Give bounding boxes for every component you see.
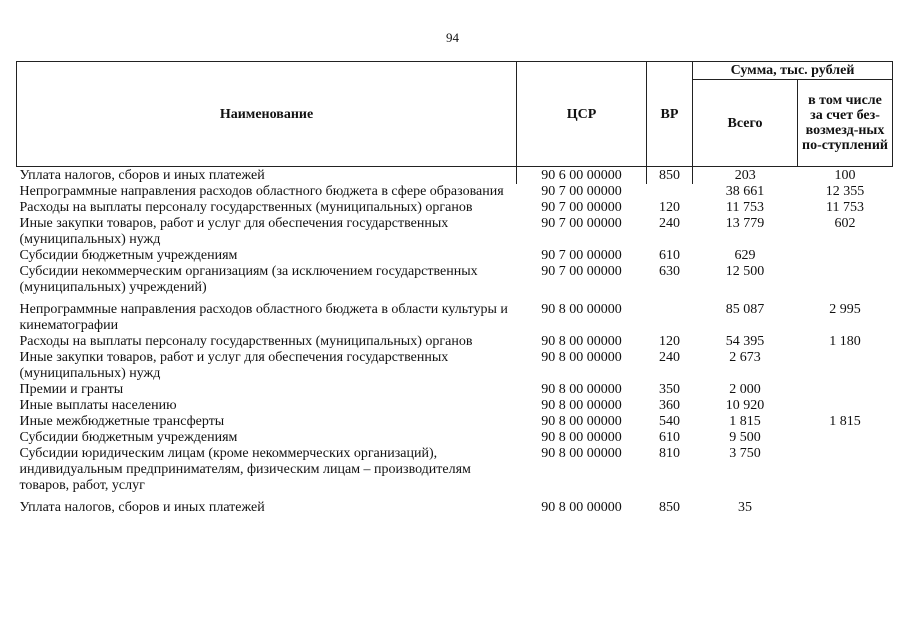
row-free: [798, 398, 893, 414]
row-free: 100: [834, 168, 856, 183]
row-csr: 90 7 00 00000: [541, 216, 622, 231]
row-name: Субсидии юридическим лицам (кроме некоммерческих организаций), индивидуальным предпринимателям, физическим лицам – производителям товаров, работ, услуг: [19, 446, 471, 493]
table-row: [17, 216, 893, 248]
row-total: 54 395: [725, 334, 765, 349]
row-free: [798, 350, 893, 382]
row-free: [798, 248, 893, 264]
header-total: Всего: [693, 80, 798, 167]
header-csr: ЦСР: [517, 62, 647, 167]
row-vr: 610: [659, 248, 680, 263]
row-name: Уплата налогов, сборов и иных платежей: [19, 168, 265, 183]
table-row: [17, 446, 893, 494]
row-csr: 90 8 00 00000: [541, 382, 622, 397]
row-total: 35: [738, 500, 752, 515]
budget-table: [16, 61, 893, 516]
row-name: Непрограммные направления расходов областного бюджета в сфере образования: [19, 184, 504, 199]
header-sum-group: Сумма, тыс. рублей: [693, 62, 893, 80]
table-row: [17, 414, 893, 430]
row-csr: 90 8 00 00000: [541, 350, 622, 365]
row-csr: 90 7 00 00000: [541, 248, 622, 263]
row-total: 13 779: [725, 216, 765, 231]
row-name: Премии и гранты: [19, 382, 124, 397]
row-free: [798, 430, 893, 446]
row-free: 2 995: [829, 302, 861, 317]
row-name: Субсидии бюджетным учреждениям: [19, 248, 238, 263]
header-including-free: в том числе за счет без-возмезд-ных по-ступлений: [798, 80, 893, 167]
table-row: [17, 200, 893, 216]
row-csr: 90 6 00 00000: [517, 167, 647, 185]
header-name: Наименование: [17, 62, 517, 167]
row-name: Субсидии бюджетным учреждениям: [19, 430, 238, 445]
row-vr: 120: [659, 334, 680, 349]
row-name: Иные закупки товаров, работ и услуг для обеспечения государственных (муниципальных) нужд: [19, 350, 449, 381]
row-free: [798, 446, 893, 494]
row-vr: 240: [659, 350, 680, 365]
row-free: [798, 264, 893, 296]
page-number: 94: [446, 30, 459, 45]
row-csr: 90 7 00 00000: [541, 264, 622, 279]
row-vr: 540: [659, 414, 680, 429]
row-total: 38 661: [725, 184, 765, 199]
header-vr: ВР: [647, 62, 693, 167]
row-total: 10 920: [725, 398, 765, 413]
row-total: 2 000: [729, 382, 761, 397]
table-row: [17, 350, 893, 382]
table-row: [17, 334, 893, 350]
row-csr: 90 8 00 00000: [541, 446, 622, 461]
row-name: Уплата налогов, сборов и иных платежей: [19, 500, 265, 515]
table-row: [17, 184, 893, 200]
row-vr: 360: [659, 398, 680, 413]
row-name: Субсидии некоммерческим организациям (за исключением государственных (муниципальных) учреждений): [19, 264, 478, 295]
row-name: Иные закупки товаров, работ и услуг для обеспечения государственных (муниципальных) нужд: [19, 216, 449, 247]
row-csr: 90 7 00 00000: [541, 184, 622, 199]
row-free: 1 180: [829, 334, 861, 349]
row-free: 1 815: [829, 414, 861, 429]
row-vr: 630: [659, 264, 680, 279]
table-row: [17, 382, 893, 398]
row-total: 1 815: [729, 414, 761, 429]
row-total: 11 753: [726, 200, 764, 215]
row-vr: 240: [659, 216, 680, 231]
row-name: Непрограммные направления расходов областного бюджета в области культуры и кинематографии: [19, 302, 508, 333]
table-row: [17, 430, 893, 446]
row-free: [798, 382, 893, 398]
row-csr: 90 8 00 00000: [541, 414, 622, 429]
row-csr: 90 8 00 00000: [541, 398, 622, 413]
row-vr: 850: [647, 167, 693, 185]
row-total: 9 500: [729, 430, 761, 445]
row-vr: [647, 184, 693, 200]
table-row: [17, 494, 893, 516]
row-total: 203: [693, 167, 798, 185]
row-total: 2 673: [729, 350, 761, 365]
table-row: [17, 264, 893, 296]
row-vr: 350: [659, 382, 680, 397]
row-name: Расходы на выплаты персоналу государственных (муниципальных) органов: [19, 200, 473, 215]
row-name: Расходы на выплаты персоналу государственных (муниципальных) органов: [19, 334, 473, 349]
row-name: Иные межбюджетные трансферты: [19, 414, 225, 429]
row-vr: 850: [659, 500, 680, 515]
row-total: 629: [734, 248, 756, 263]
row-total: 12 500: [725, 264, 765, 279]
row-csr: 90 8 00 00000: [541, 334, 622, 349]
row-vr: 120: [659, 200, 680, 215]
row-free: 11 753: [826, 200, 864, 215]
row-free: 12 355: [825, 184, 865, 199]
row-name: Иные выплаты населению: [19, 398, 177, 413]
row-vr: [647, 296, 693, 334]
row-csr: 90 8 00 00000: [541, 500, 622, 515]
row-vr: 610: [659, 430, 680, 445]
row-free: [798, 494, 893, 516]
row-total: 85 087: [725, 302, 765, 317]
row-csr: 90 8 00 00000: [541, 302, 622, 317]
row-total: 3 750: [729, 446, 761, 461]
table-row: [17, 167, 893, 185]
row-free: 602: [834, 216, 856, 231]
table-row: [17, 296, 893, 334]
row-csr: 90 8 00 00000: [541, 430, 622, 445]
table-row: [17, 398, 893, 414]
row-vr: 810: [659, 446, 680, 461]
table-row: [17, 248, 893, 264]
row-csr: 90 7 00 00000: [541, 200, 622, 215]
